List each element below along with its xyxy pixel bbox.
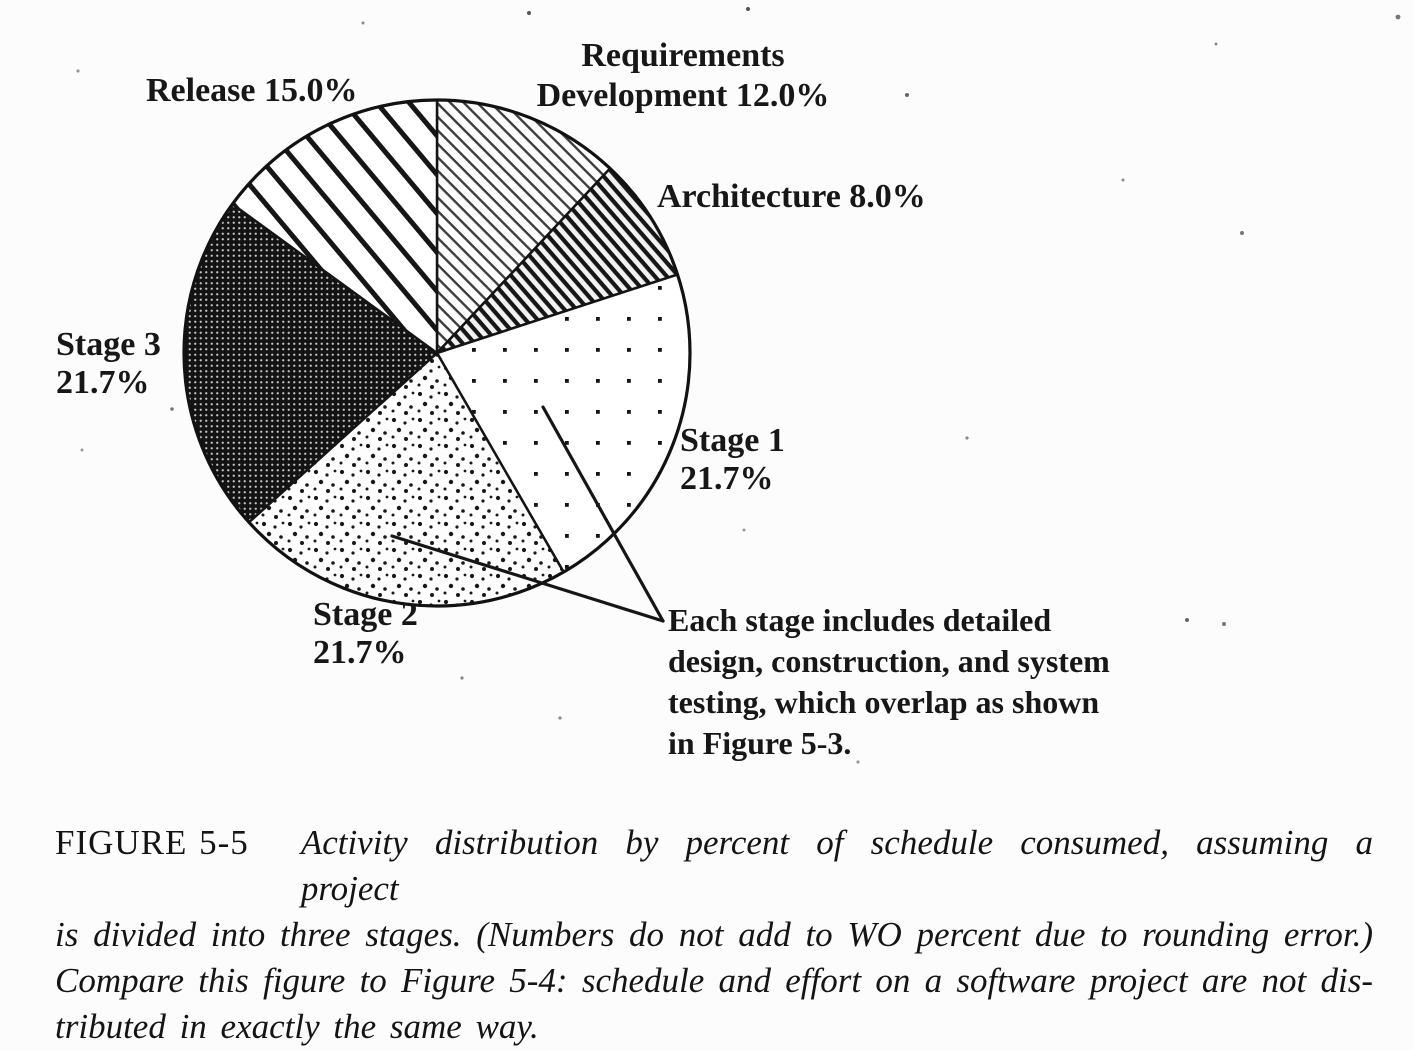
label-requirements-development: [505, 36, 861, 116]
annotation-line: in Figure 5-3.: [668, 725, 852, 761]
stage-annotation: [668, 600, 1248, 764]
annotation-line: testing, which overlap as shown: [668, 684, 1100, 720]
pie-slices: [184, 100, 690, 606]
label-stage1-pct: 21.7%: [680, 460, 774, 497]
caption-line-4: tributed in exactly the same way.: [55, 1007, 539, 1046]
label-requirements-line2: Development 12.0%: [536, 77, 830, 114]
caption-line-2: is divided into three stages. (Numbers do not add to WO percent due to rounding error.): [55, 915, 1373, 954]
label-stage2-name: Stage 2: [313, 596, 418, 633]
caption-line-3: Compare this figure to Figure 5-4: schedule and effort on a software project are not dis-: [55, 961, 1373, 1000]
label-stage-2: [313, 596, 418, 672]
label-stage1-name: Stage 1: [680, 422, 785, 459]
label-release: Release 15.0%: [146, 72, 358, 109]
label-stage3-pct: 21.7%: [56, 364, 150, 401]
label-architecture: Architecture 8.0%: [657, 178, 926, 215]
figure-caption: [55, 820, 1373, 1050]
figure-number: FIGURE 5-5: [55, 823, 249, 862]
annotation-line: design, construction, and system: [668, 643, 1110, 679]
caption-text-1: Activity distribution by percent of schedule consumed, assuming a project: [300, 823, 1373, 908]
label-stage2-pct: 21.7%: [313, 634, 407, 671]
label-stage-1: [680, 422, 785, 498]
annotation-line: Each stage includes detailed: [668, 602, 1052, 638]
caption-line-1: [55, 820, 1373, 912]
label-requirements-line1: Requirements: [581, 37, 785, 74]
label-stage3-name: Stage 3: [56, 326, 161, 363]
label-stage-3: [56, 326, 161, 402]
